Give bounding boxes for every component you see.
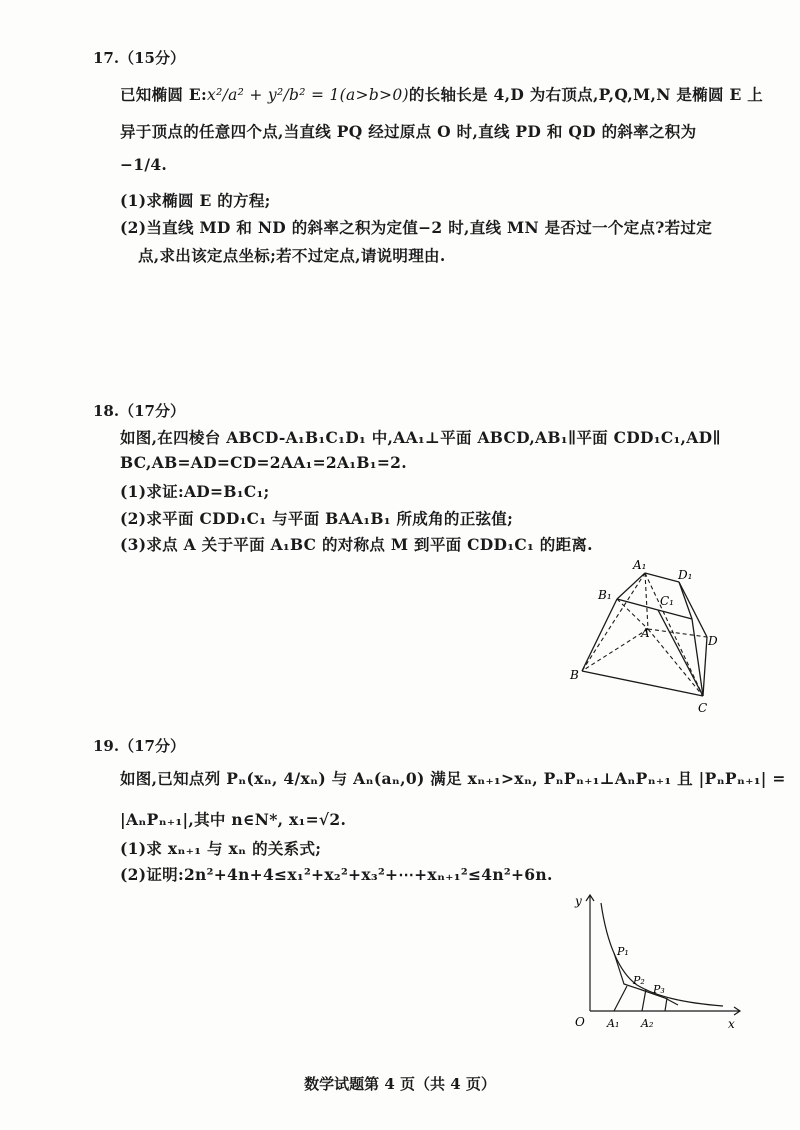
label-D1: D₁ xyxy=(678,568,693,582)
question-19-number: 19.（17分） xyxy=(93,737,185,755)
label-D: D xyxy=(708,634,718,648)
q17-equation: x²/a² + y²/b² = 1(a>b>0) xyxy=(207,86,409,104)
label-x-axis: x xyxy=(728,1017,735,1031)
question-17-line3: −1/4. xyxy=(120,155,168,174)
q17-line1-post: 的长轴长是 4,D 为右顶点,P,Q,M,N 是椭圆 E 上 xyxy=(408,85,764,104)
question-18-line1: 如图,在四棱台 ABCD-A₁B₁C₁D₁ 中,AA₁⊥平面 ABCD,AB₁∥平面 CDD₁C₁,AD∥ xyxy=(120,428,721,447)
label-C1: C₁ xyxy=(660,594,674,608)
question-19-part2: (2)证明:2n²+4n+4≤x₁²+x₂²+x₃²+⋯+xₙ₊₁²≤4n²+6n. xyxy=(120,865,553,884)
question-19-line1: 如图,已知点列 Pₙ(xₙ, 4/xₙ) 与 Aₙ(aₙ,0) 满足 xₙ₊₁>xₙ, PₙPₙ₊₁⊥AₙPₙ₊₁ 且 |PₙPₙ₊₁| = xyxy=(120,769,786,788)
label-B1: B₁ xyxy=(598,588,612,602)
label-A1: A₁ xyxy=(607,1017,620,1030)
frustum-figure xyxy=(565,555,735,720)
question-18-line2: BC,AB=AD=CD=2AA₁=2A₁B₁=2. xyxy=(120,453,407,472)
label-P3: P₃ xyxy=(653,983,665,996)
question-17-line1 xyxy=(120,83,763,105)
label-A1: A₁ xyxy=(633,558,647,572)
question-17-part2-a: (2)当直线 MD 和 ND 的斜率之积为定值−2 时,直线 MN 是否过一个定点?若过定 xyxy=(120,218,713,237)
question-17-line2: 异于顶点的任意四个点,当直线 PQ 经过原点 O 时,直线 PD 和 QD 的斜率之积为 xyxy=(120,122,697,141)
label-origin: O xyxy=(575,1015,585,1029)
label-y-axis: y xyxy=(575,894,582,908)
label-P2: P₂ xyxy=(633,974,645,987)
question-18-part1: (1)求证:AD=B₁C₁; xyxy=(120,482,270,501)
question-17-part1: (1)求椭圆 E 的方程; xyxy=(120,191,271,210)
question-19-part1: (1)求 xₙ₊₁ 与 xₙ 的关系式; xyxy=(120,839,322,858)
question-19-line2: |AₙPₙ₊₁|,其中 n∈N*, x₁=√2. xyxy=(120,810,347,829)
question-17-number: 17.（15分） xyxy=(93,49,185,67)
label-A2: A₂ xyxy=(641,1017,654,1030)
label-A: A xyxy=(641,626,650,640)
question-18-number: 18.（17分） xyxy=(93,402,185,420)
page-footer: 数学试题第 4 页（共 4 页） xyxy=(304,1075,496,1093)
question-17-part2-b: 点,求出该定点坐标;若不过定点,请说明理由. xyxy=(138,246,446,265)
hyperbola-figure xyxy=(565,885,750,1035)
question-18-part2: (2)求平面 CDD₁C₁ 与平面 BAA₁B₁ 所成角的正弦值; xyxy=(120,509,514,528)
label-C: C xyxy=(698,701,708,715)
q17-line1-pre: 已知椭圆 E: xyxy=(120,85,208,104)
question-18-part3: (3)求点 A 关于平面 A₁BC 的对称点 M 到平面 CDD₁C₁ 的距离. xyxy=(120,535,593,554)
label-P1: P₁ xyxy=(617,945,629,958)
label-B: B xyxy=(570,668,579,682)
